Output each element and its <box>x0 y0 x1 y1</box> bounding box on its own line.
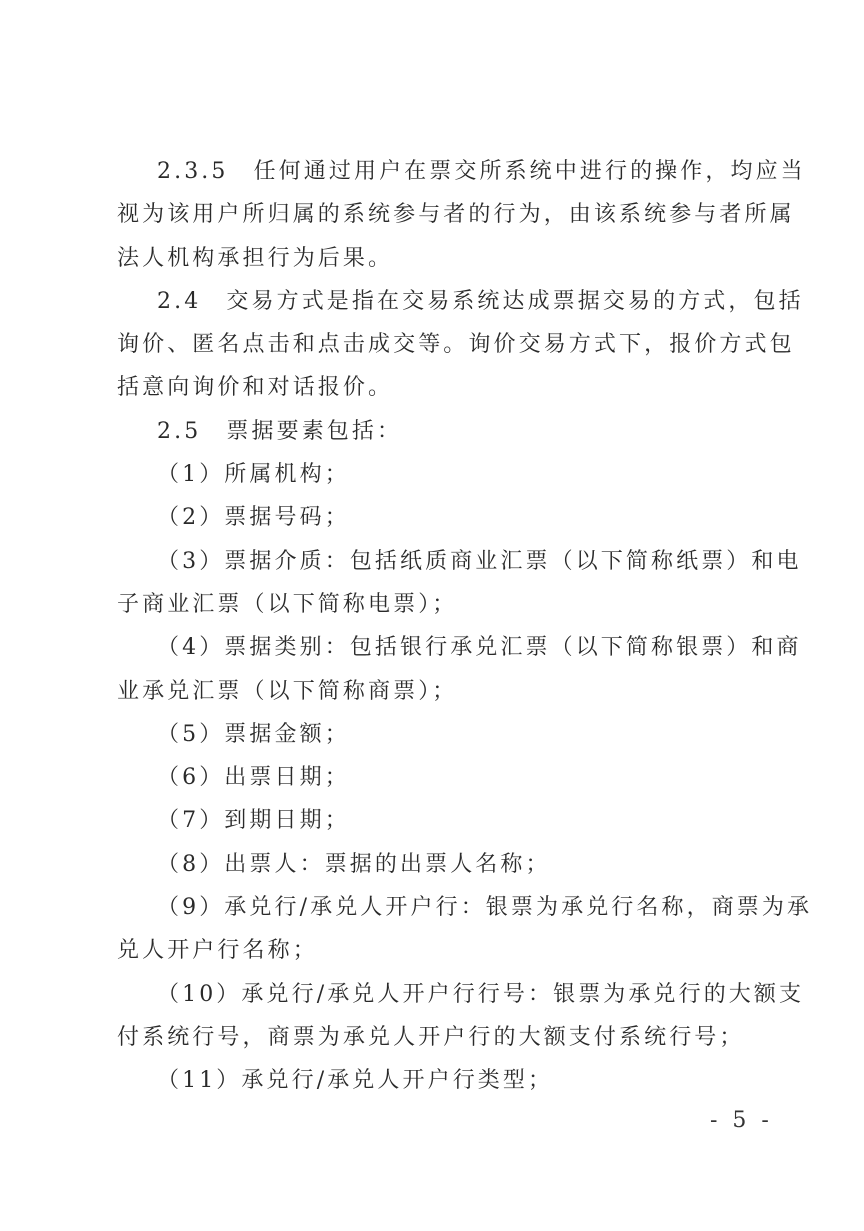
text-line: （7）到期日期； <box>157 808 350 834</box>
page-number: - 5 - <box>710 1108 773 1133</box>
text-line: 业承兑汇票（以下简称商票）； <box>117 678 458 704</box>
text-line: （9）承兑行/承兑人开户行：银票为承兑行名称，商票为承 <box>157 895 813 921</box>
text-line: 视为该用户所归属的系统参与者的行为，由该系统参与者所属 <box>117 202 795 228</box>
document-body <box>117 150 813 1103</box>
text-line: （6）出票日期； <box>157 765 350 791</box>
text-line: 法人机构承担行为后果。 <box>117 245 394 271</box>
text-line: （4）票据类别：包括银行承兑汇票（以下简称银票）和商 <box>157 635 802 661</box>
text-line: 询价、匿名点击和点击成交等。询价交易方式下，报价方式包 <box>117 332 795 358</box>
text-line: （1）所属机构； <box>157 462 350 488</box>
text-line: 兑人开户行名称； <box>117 938 318 964</box>
text-line: 2.5 票据要素包括： <box>157 418 403 444</box>
text-line: 括意向询价和对话报价。 <box>117 375 394 401</box>
text-line: 2.4 交易方式是指在交易系统达成票据交易的方式，包括 <box>157 288 804 314</box>
text-line: （8）出票人：票据的出票人名称； <box>157 851 551 877</box>
text-line: 付系统行号，商票为承兑人开户行的大额支付系统行号； <box>117 1024 745 1050</box>
text-line: （11）承兑行/承兑人开户行类型； <box>157 1068 554 1094</box>
text-line: 2.3.5 任何通过用户在票交所系统中进行的操作，均应当 <box>157 159 806 184</box>
text-line: （2）票据号码； <box>157 505 350 531</box>
text-line: （5）票据金额； <box>157 721 350 747</box>
text-line: （10）承兑行/承兑人开户行行号：银票为承兑行的大额支 <box>157 981 805 1007</box>
text-line: 子商业汇票（以下简称电票）； <box>117 591 458 617</box>
text-line: （3）票据介质：包括纸质商业汇票（以下简称纸票）和电 <box>157 548 802 574</box>
